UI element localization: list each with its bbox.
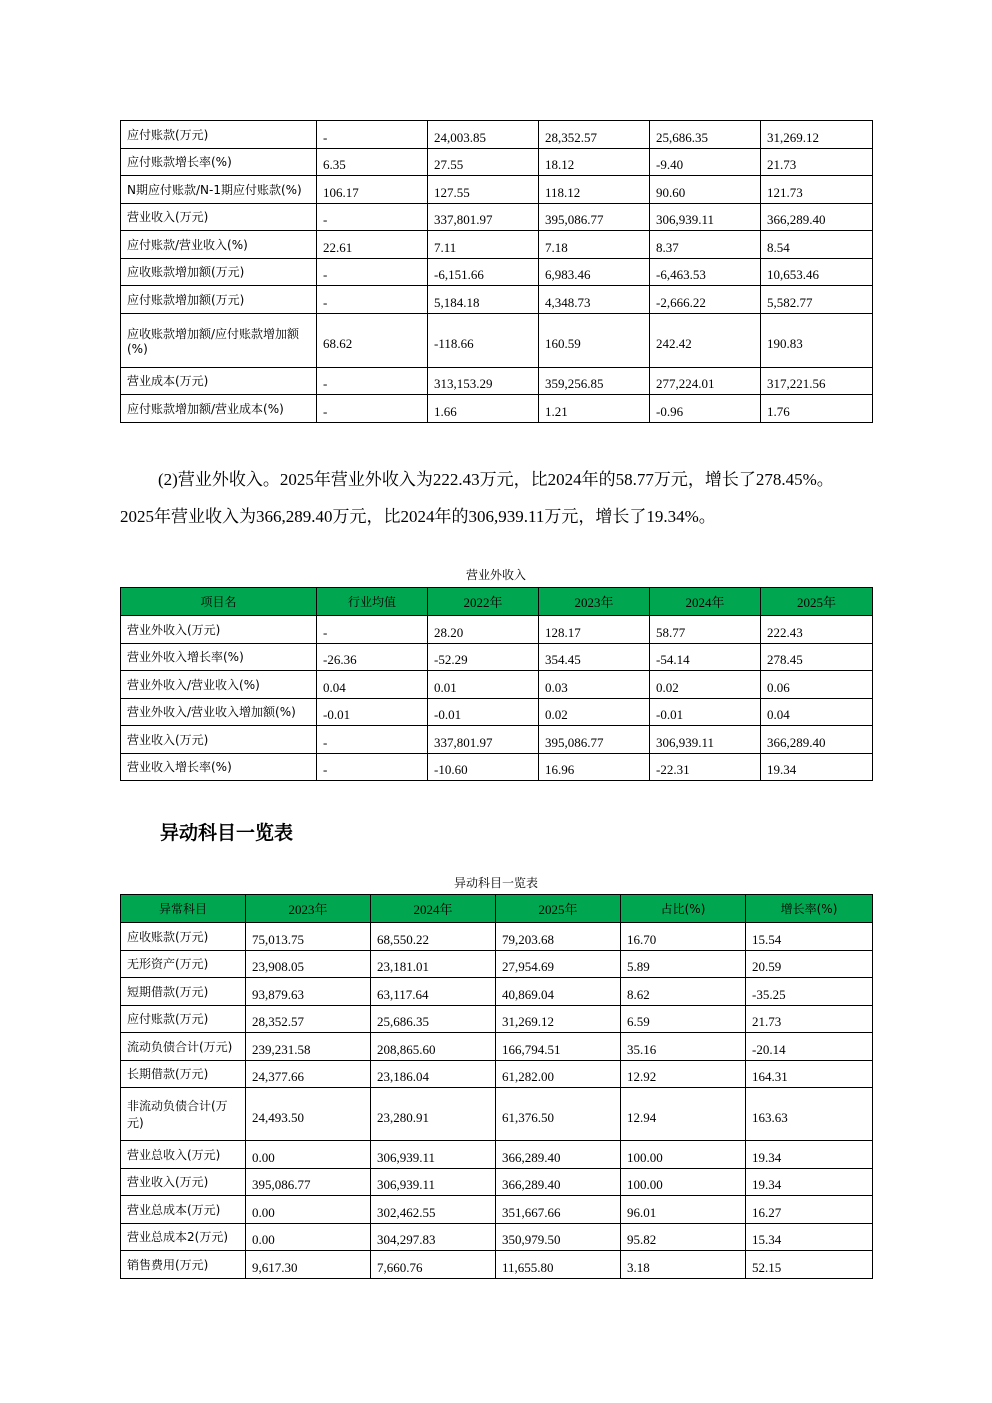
table-cell: 239,231.58 <box>246 1033 371 1061</box>
table-cell: -6,463.53 <box>650 258 761 286</box>
table-row <box>121 367 873 395</box>
table-row <box>121 121 873 149</box>
row-label: 营业外收入/营业收入增加额(%) <box>121 698 317 726</box>
row-label: 应付账款增加额(万元) <box>121 286 317 314</box>
table-cell: 40,869.04 <box>496 978 621 1006</box>
table-cell: 24,003.85 <box>428 121 539 149</box>
table-cell: 306,939.11 <box>650 203 761 231</box>
table-cell: 18.12 <box>539 148 650 176</box>
column-header: 2024年 <box>371 895 496 923</box>
row-label: 长期借款(万元) <box>121 1060 246 1088</box>
table-cell: 68.62 <box>317 313 428 367</box>
table-cell: 8.54 <box>761 231 873 259</box>
row-label: 无形资产(万元) <box>121 950 246 978</box>
table-cell: 16.70 <box>621 923 746 951</box>
table-row <box>121 753 873 781</box>
table-row <box>121 395 873 423</box>
table-cell: 61,282.00 <box>496 1060 621 1088</box>
table-cell: 31,269.12 <box>496 1005 621 1033</box>
table-cell: -52.29 <box>428 643 539 671</box>
table-cell: 25,686.35 <box>371 1005 496 1033</box>
table-cell: 19.34 <box>746 1168 873 1196</box>
table-cell: 96.01 <box>621 1196 746 1224</box>
table-cell: 12.94 <box>621 1088 746 1141</box>
table-cell: 127.55 <box>428 176 539 204</box>
row-label: N期应付账款/N-1期应付账款(%) <box>121 176 317 204</box>
table-row <box>121 1196 873 1224</box>
table-cell: 121.73 <box>761 176 873 204</box>
table-cell: 1.66 <box>428 395 539 423</box>
table-cell: - <box>317 258 428 286</box>
table-cell: 242.42 <box>650 313 761 367</box>
table-cell: -22.31 <box>650 753 761 781</box>
column-header: 2022年 <box>428 588 539 616</box>
row-label: 营业外收入增长率(%) <box>121 643 317 671</box>
table-cell: 0.00 <box>246 1141 371 1169</box>
row-label: 营业收入(万元) <box>121 726 317 754</box>
table-cell: -20.14 <box>746 1033 873 1061</box>
table-cell: 7.18 <box>539 231 650 259</box>
table-cell: 337,801.97 <box>428 726 539 754</box>
abnormal-items-caption: 异动科目一览表 <box>453 876 538 890</box>
table-cell: 3.18 <box>621 1251 746 1279</box>
row-label: 应付账款(万元) <box>121 1005 246 1033</box>
row-label: 营业总成本2(万元) <box>121 1223 246 1251</box>
table-cell: 8.37 <box>650 231 761 259</box>
table-cell: 35.16 <box>621 1033 746 1061</box>
table-cell: 351,667.66 <box>496 1196 621 1224</box>
table-cell: 79,203.68 <box>496 923 621 951</box>
table-row <box>121 726 873 754</box>
row-label: 营业总成本(万元) <box>121 1196 246 1224</box>
table-cell: 5,582.77 <box>761 286 873 314</box>
payables-table <box>120 120 873 423</box>
row-label: 应付账款增长率(%) <box>121 148 317 176</box>
table-row <box>121 176 873 204</box>
table-row <box>121 258 873 286</box>
row-label: 营业收入增长率(%) <box>121 753 317 781</box>
row-label: 应付账款(万元) <box>121 121 317 149</box>
table-cell: 16.27 <box>746 1196 873 1224</box>
table-cell: 160.59 <box>539 313 650 367</box>
table-cell: 23,908.05 <box>246 950 371 978</box>
table-cell: 15.54 <box>746 923 873 951</box>
table-row <box>121 1141 873 1169</box>
row-label: 销售费用(万元) <box>121 1251 246 1279</box>
table-row <box>121 1251 873 1279</box>
table-cell: 118.12 <box>539 176 650 204</box>
table-cell: 0.02 <box>650 671 761 699</box>
table-cell: 58.77 <box>650 616 761 644</box>
table-cell: - <box>317 726 428 754</box>
table-cell: 23,186.04 <box>371 1060 496 1088</box>
table-cell: 20.59 <box>746 950 873 978</box>
table-cell: 366,289.40 <box>496 1141 621 1169</box>
table-cell: 0.01 <box>428 671 539 699</box>
table-cell: -0.01 <box>317 698 428 726</box>
row-label: 应收账款增加额/应付账款增加额(%) <box>121 313 317 367</box>
table-cell: 25,686.35 <box>650 121 761 149</box>
table-cell: 337,801.97 <box>428 203 539 231</box>
table-cell: 366,289.40 <box>496 1168 621 1196</box>
table-cell: 8.62 <box>621 978 746 1006</box>
column-header: 增长率(%) <box>746 895 873 923</box>
table-cell: 15.34 <box>746 1223 873 1251</box>
table-cell: 28,352.57 <box>246 1005 371 1033</box>
table-cell: -2,666.22 <box>650 286 761 314</box>
row-label: 营业收入(万元) <box>121 1168 246 1196</box>
table-cell: 222.43 <box>761 616 873 644</box>
row-label: 营业外收入(万元) <box>121 616 317 644</box>
column-header: 项目名 <box>121 588 317 616</box>
table-cell: 19.34 <box>761 753 873 781</box>
table-row <box>121 923 873 951</box>
table-cell: -9.40 <box>650 148 761 176</box>
column-header: 2025年 <box>761 588 873 616</box>
table-row <box>121 1005 873 1033</box>
table-cell: 19.34 <box>746 1141 873 1169</box>
table-row <box>121 203 873 231</box>
table-cell: 11,655.80 <box>496 1251 621 1279</box>
table-cell: 100.00 <box>621 1168 746 1196</box>
table-cell: 27,954.69 <box>496 950 621 978</box>
row-label: 营业成本(万元) <box>121 367 317 395</box>
table-cell: 306,939.11 <box>371 1168 496 1196</box>
table-cell: 24,377.66 <box>246 1060 371 1088</box>
abnormal-items-table <box>120 894 873 1279</box>
table-cell: - <box>317 753 428 781</box>
row-label: 营业外收入/营业收入(%) <box>121 671 317 699</box>
table-cell: 0.02 <box>539 698 650 726</box>
row-label: 非流动负债合计(万元) <box>121 1088 246 1141</box>
table-cell: 128.17 <box>539 616 650 644</box>
table-cell: 278.45 <box>761 643 873 671</box>
table-row <box>121 1060 873 1088</box>
row-label: 应收账款(万元) <box>121 923 246 951</box>
table-cell: 4,348.73 <box>539 286 650 314</box>
table-cell: 23,181.01 <box>371 950 496 978</box>
table-row <box>121 698 873 726</box>
table-cell: 21.73 <box>746 1005 873 1033</box>
table-cell: -35.25 <box>746 978 873 1006</box>
table-cell: - <box>317 203 428 231</box>
table-cell: 0.06 <box>761 671 873 699</box>
table-cell: 95.82 <box>621 1223 746 1251</box>
table-cell: 7,660.76 <box>371 1251 496 1279</box>
table-cell: 277,224.01 <box>650 367 761 395</box>
table-cell: 23,280.91 <box>371 1088 496 1141</box>
table-cell: 0.04 <box>761 698 873 726</box>
table-cell: - <box>317 121 428 149</box>
table-cell: 9,617.30 <box>246 1251 371 1279</box>
table-row <box>121 313 873 367</box>
section-heading: 异动科目一览表 <box>160 822 294 844</box>
table-cell: 366,289.40 <box>761 726 873 754</box>
row-label: 短期借款(万元) <box>121 978 246 1006</box>
paragraph-line-2: 2025年营业收入为366,289.40万元，比2024年的306,939.11万元，增长了19.34%。 <box>120 507 716 526</box>
table-cell: 28.20 <box>428 616 539 644</box>
row-label: 应收账款增加额(万元) <box>121 258 317 286</box>
non-operating-income-caption: 营业外收入 <box>465 568 526 582</box>
table-cell: 166,794.51 <box>496 1033 621 1061</box>
table-cell: 163.63 <box>746 1088 873 1141</box>
table-cell: 0.04 <box>317 671 428 699</box>
table-cell: 16.96 <box>539 753 650 781</box>
column-header: 行业均值 <box>317 588 428 616</box>
column-header: 异常科目 <box>121 895 246 923</box>
table-cell: -0.01 <box>428 698 539 726</box>
table-cell: 61,376.50 <box>496 1088 621 1141</box>
table-cell: 5.89 <box>621 950 746 978</box>
non-operating-income-paragraph <box>120 461 890 535</box>
table-cell: 306,939.11 <box>650 726 761 754</box>
table-row <box>121 1168 873 1196</box>
table-cell: 75,013.75 <box>246 923 371 951</box>
table-cell: 304,297.83 <box>371 1223 496 1251</box>
table-row <box>121 231 873 259</box>
table-cell: -0.96 <box>650 395 761 423</box>
table-cell: 27.55 <box>428 148 539 176</box>
table-cell: 7.11 <box>428 231 539 259</box>
row-label: 应付账款/营业收入(%) <box>121 231 317 259</box>
row-label: 营业收入(万元) <box>121 203 317 231</box>
row-label: 流动负债合计(万元) <box>121 1033 246 1061</box>
paragraph-line-1: (2)营业外收入。2025年营业外收入为222.43万元，比2024年的58.77万元，增长了278.45%。 <box>158 470 834 489</box>
column-header: 2024年 <box>650 588 761 616</box>
table-cell: 6,983.46 <box>539 258 650 286</box>
table-row <box>121 616 873 644</box>
table-row <box>121 286 873 314</box>
table-cell: - <box>317 395 428 423</box>
table-cell: - <box>317 367 428 395</box>
table-cell: -10.60 <box>428 753 539 781</box>
table-cell: -118.66 <box>428 313 539 367</box>
table-cell: 10,653.46 <box>761 258 873 286</box>
table-cell: 359,256.85 <box>539 367 650 395</box>
column-header: 2025年 <box>496 895 621 923</box>
table-cell: 28,352.57 <box>539 121 650 149</box>
table-cell: 317,221.56 <box>761 367 873 395</box>
table-cell: -6,151.66 <box>428 258 539 286</box>
table-cell: 106.17 <box>317 176 428 204</box>
table-cell: -0.01 <box>650 698 761 726</box>
table-cell: 366,289.40 <box>761 203 873 231</box>
table-row <box>121 1223 873 1251</box>
table-cell: -54.14 <box>650 643 761 671</box>
column-header: 2023年 <box>539 588 650 616</box>
table-cell: 6.35 <box>317 148 428 176</box>
table-cell: 1.76 <box>761 395 873 423</box>
table-cell: 90.60 <box>650 176 761 204</box>
table-row <box>121 1088 873 1141</box>
table-cell: 52.15 <box>746 1251 873 1279</box>
table-cell: 302,462.55 <box>371 1196 496 1224</box>
table-row <box>121 978 873 1006</box>
table-cell: -26.36 <box>317 643 428 671</box>
table-cell: 350,979.50 <box>496 1223 621 1251</box>
table-cell: 395,086.77 <box>539 203 650 231</box>
table-cell: 395,086.77 <box>539 726 650 754</box>
row-label: 营业总收入(万元) <box>121 1141 246 1169</box>
table-cell: 0.00 <box>246 1223 371 1251</box>
table-cell: 100.00 <box>621 1141 746 1169</box>
table-cell: 6.59 <box>621 1005 746 1033</box>
table-cell: 306,939.11 <box>371 1141 496 1169</box>
table-cell: 395,086.77 <box>246 1168 371 1196</box>
column-header: 占比(%) <box>621 895 746 923</box>
table-cell: 22.61 <box>317 231 428 259</box>
table-cell: 164.31 <box>746 1060 873 1088</box>
table-cell: 24,493.50 <box>246 1088 371 1141</box>
table-cell: 93,879.63 <box>246 978 371 1006</box>
table-cell: 12.92 <box>621 1060 746 1088</box>
table-row <box>121 1033 873 1061</box>
non-operating-income-table <box>120 587 873 781</box>
column-header: 2023年 <box>246 895 371 923</box>
table-cell: 208,865.60 <box>371 1033 496 1061</box>
table-cell: 313,153.29 <box>428 367 539 395</box>
table-cell: 63,117.64 <box>371 978 496 1006</box>
table-row <box>121 950 873 978</box>
table-row <box>121 671 873 699</box>
table-cell: 190.83 <box>761 313 873 367</box>
table-cell: 21.73 <box>761 148 873 176</box>
table-cell: - <box>317 286 428 314</box>
table-cell: 0.03 <box>539 671 650 699</box>
table-cell: - <box>317 616 428 644</box>
table-cell: 5,184.18 <box>428 286 539 314</box>
table-row <box>121 643 873 671</box>
table-cell: 354.45 <box>539 643 650 671</box>
table-cell: 0.00 <box>246 1196 371 1224</box>
table-cell: 68,550.22 <box>371 923 496 951</box>
row-label: 应付账款增加额/营业成本(%) <box>121 395 317 423</box>
table-cell: 1.21 <box>539 395 650 423</box>
table-row <box>121 148 873 176</box>
table-cell: 31,269.12 <box>761 121 873 149</box>
